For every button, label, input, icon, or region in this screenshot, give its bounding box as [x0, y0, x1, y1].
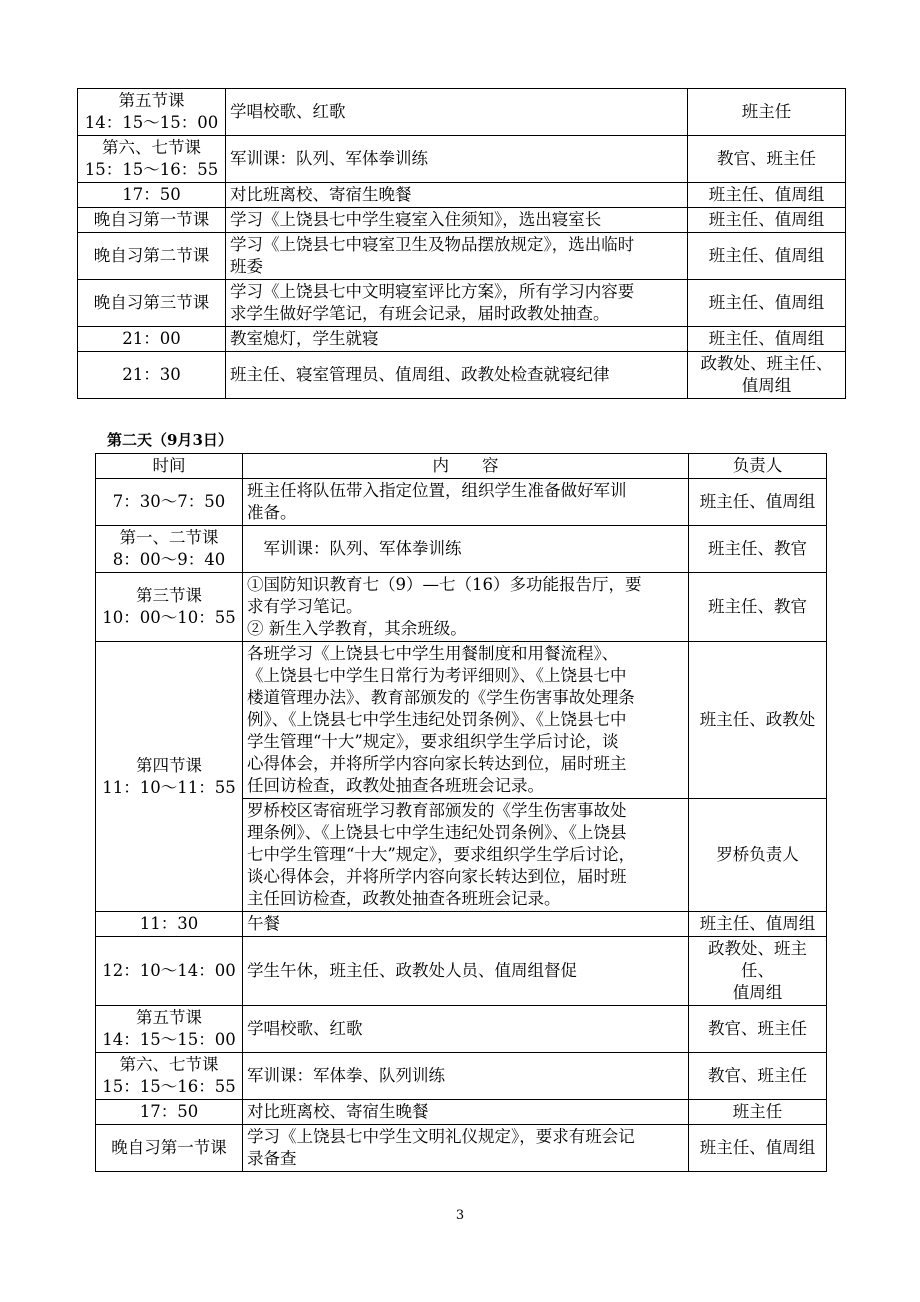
person-cell	[688, 352, 846, 399]
cell-text-line: 罗桥校区寄宿班学习教育部颁发的《学生伤害事故处	[247, 801, 627, 820]
cell-text-line: 班主任、值周组	[708, 293, 825, 312]
cell-text-line: 军训课：队列、军体拳训练	[230, 149, 428, 168]
page-number: 3	[455, 1208, 465, 1223]
content-cell	[243, 479, 689, 526]
cell-text-line: 准备。	[247, 503, 297, 522]
person-cell	[688, 280, 846, 327]
cell-text-line: 班主任、值周组	[708, 329, 825, 348]
time-cell	[78, 89, 226, 136]
cell-text-line: 11：10～11：55	[102, 777, 236, 797]
cell-text-line: 学习《上饶县七中学生文明礼仪规定》，要求有班会记	[247, 1127, 635, 1146]
content-cell	[243, 526, 689, 573]
cell-text-line: 值周组	[741, 376, 792, 395]
table-row	[96, 1125, 827, 1172]
cell-text-line: 教官、班主任	[717, 149, 816, 168]
day2-heading: 第二天（9月3日）	[107, 431, 233, 449]
cell-text-line: 班主任、值周组	[708, 185, 825, 204]
time-cell	[96, 642, 243, 912]
table-row	[96, 912, 827, 937]
time-cell	[78, 327, 226, 352]
cell-text-line: 班主任、值周组	[708, 210, 825, 229]
time-cell	[78, 183, 226, 208]
cell-text-line: 对比班离校、寄宿生晚餐	[230, 185, 412, 204]
person-cell	[689, 1100, 827, 1125]
table-row	[96, 937, 827, 1006]
cell-text-line: 教官、班主任	[708, 1019, 807, 1038]
time-cell	[96, 1125, 243, 1172]
cell-text-line: 午餐	[247, 914, 280, 933]
cell-text-line: 班主任、教官	[708, 597, 807, 616]
cell-text-line: 8：00～9：40	[112, 550, 226, 569]
cell-text-line: 晚自习第一节课	[111, 1138, 227, 1157]
cell-text-line: 谈心得体会，并将所学内容向家长转达到位，届时班	[247, 867, 627, 886]
content-cell	[226, 183, 688, 208]
time-cell	[78, 208, 226, 233]
header-person: 负责人	[689, 454, 827, 479]
cell-text-line: 班主任、值周组	[699, 492, 816, 511]
content-cell	[243, 1125, 689, 1172]
table-row	[96, 1053, 827, 1100]
cell-text-line: 10：00～10：55	[102, 608, 236, 627]
person-cell	[688, 208, 846, 233]
content-cell	[243, 1053, 689, 1100]
content-cell	[226, 280, 688, 327]
cell-text-line: 21：00	[122, 329, 181, 348]
cell-text-line: 军训课：军体拳、队列训练	[247, 1066, 445, 1085]
cell-text-line: 学生管理“十大”规定》，要求组织学生学后讨论，谈	[247, 732, 619, 751]
table-row	[78, 233, 846, 280]
cell-text-line: 班主任将队伍带入指定位置，组织学生准备做好军训	[247, 481, 627, 500]
person-cell	[689, 1125, 827, 1172]
cell-text-line: ①国防知识教育七（9）—七（16）多功能报告厅，要	[247, 575, 642, 594]
cell-text-line: ② 新生入学教育，其余班级。	[247, 619, 467, 638]
time-cell	[96, 912, 243, 937]
content-cell	[226, 327, 688, 352]
person-cell	[689, 573, 827, 642]
time-cell	[96, 1053, 243, 1100]
cell-text-line: 14：15～15：00	[102, 1030, 236, 1049]
cell-text-line: 21：30	[122, 365, 181, 384]
time-cell	[96, 526, 243, 573]
person-cell	[689, 1053, 827, 1100]
cell-text-line: 心得体会，并将所学内容向家长转达到位，届时班主	[247, 754, 627, 773]
content-cell	[226, 89, 688, 136]
cell-text-line: 班主任、值周组	[699, 1138, 816, 1157]
cell-text-line: 学习《上饶县七中寝室卫生及物品摆放规定》，选出临时	[230, 235, 635, 254]
time-cell	[78, 280, 226, 327]
table-row	[78, 89, 846, 136]
cell-text-line: 班主任、值周组	[708, 246, 825, 265]
table-row	[78, 208, 846, 233]
cell-text-line: 第五节课	[136, 1008, 202, 1027]
cell-text-line: 第一、二节课	[119, 528, 219, 547]
cell-text-line: 各班学习《上饶县七中学生用餐制度和用餐流程》、	[247, 644, 619, 663]
cell-text-line: 求有学习笔记。	[247, 597, 363, 616]
cell-text-line: 14：15～15：00	[84, 113, 219, 132]
table-row	[78, 327, 846, 352]
cell-text-line: 理条例》、《上饶县七中学生违纪处罚条例》、《上饶县	[247, 823, 627, 842]
cell-text-line: 罗桥负责人	[716, 845, 799, 864]
header-time: 时间	[96, 454, 243, 479]
schedule-table-day2	[95, 453, 827, 1172]
cell-text-line: 求学生做好学笔记，有班会记录，届时政教处抽查。	[230, 304, 610, 323]
table-row	[96, 1100, 827, 1125]
cell-text-line: 值周组	[732, 983, 783, 1002]
cell-text-line: 楼道管理办法》、教育部颁发的《学生伤害事故处理条	[247, 688, 635, 707]
time-cell	[96, 1100, 243, 1125]
person-cell	[689, 912, 827, 937]
person-cell	[689, 642, 827, 799]
time-cell	[78, 136, 226, 183]
schedule-table-day2-body	[96, 479, 827, 1172]
person-cell	[688, 136, 846, 183]
cell-text-line: 政教处、班主任、	[700, 354, 833, 373]
cell-text-line: 15：15～16：55	[84, 160, 219, 179]
content-cell	[226, 233, 688, 280]
content-cell	[243, 1006, 689, 1053]
cell-text-line: 学习《上饶县七中文明寝室评比方案》，所有学习内容要	[230, 282, 635, 301]
cell-text-line: 班主任、寝室管理员、值周组、政教处检查就寝纪律	[230, 365, 610, 384]
schedule-table-day1	[77, 88, 846, 399]
table-row	[78, 183, 846, 208]
cell-text-line: 学生午休，班主任、政教处人员、值周组督促	[247, 961, 577, 980]
cell-text-line: 晚自习第二节课	[93, 246, 210, 265]
cell-text-line: 班主任、政教处	[699, 710, 816, 729]
table-row	[96, 642, 827, 799]
table-row	[78, 352, 846, 399]
cell-text-line: 班委	[230, 257, 263, 276]
time-cell	[96, 937, 243, 1006]
table-row	[96, 526, 827, 573]
cell-text-line: 第四节课	[136, 755, 202, 775]
table-row	[96, 573, 827, 642]
person-cell	[688, 183, 846, 208]
cell-text-line: 17：50	[122, 185, 181, 204]
cell-text-line: 班主任、教官	[708, 539, 807, 558]
cell-text-line: 《上饶县七中学生日常行为考评细则》、《上饶县七中	[247, 666, 627, 685]
cell-text-line: 第三节课	[136, 586, 202, 605]
cell-text-line: 军训课：队列、军体拳训练	[247, 539, 462, 558]
cell-text-line: 晚自习第三节课	[93, 293, 210, 312]
cell-text-line: 班主任	[732, 1102, 783, 1121]
time-cell	[96, 479, 243, 526]
time-cell	[96, 1006, 243, 1053]
person-cell	[689, 526, 827, 573]
content-cell	[243, 912, 689, 937]
person-cell	[688, 233, 846, 280]
content-cell	[243, 573, 689, 642]
content-cell	[226, 208, 688, 233]
time-cell	[96, 573, 243, 642]
cell-text-line: 晚自习第一节课	[93, 210, 210, 229]
cell-text-line: 教官、班主任	[708, 1066, 807, 1085]
cell-text-line: 班主任、值周组	[699, 914, 816, 933]
person-cell	[688, 89, 846, 136]
cell-text-line: 第六、七节课	[119, 1055, 219, 1074]
cell-text-line: 15：15～16：55	[102, 1077, 236, 1096]
cell-text-line: 政教处、班主任、	[708, 939, 807, 980]
content-cell	[243, 642, 689, 799]
time-cell	[78, 352, 226, 399]
content-cell	[226, 352, 688, 399]
table-row	[96, 479, 827, 526]
table-row	[78, 136, 846, 183]
cell-text-line: 第六、七节课	[102, 138, 201, 157]
cell-text-line: 班主任	[741, 102, 792, 121]
cell-text-line: 学唱校歌、红歌	[247, 1019, 363, 1038]
cell-text-line: 对比班离校、寄宿生晚餐	[247, 1102, 429, 1121]
cell-text-line: 录备查	[247, 1149, 297, 1168]
cell-text-line: 任回访检查，政教处抽查各班班会记录。	[247, 776, 544, 795]
cell-text-line: 学唱校歌、红歌	[230, 102, 346, 121]
cell-text-line: 学习《上饶县七中学生寝室入住须知》，选出寝室长	[230, 210, 602, 229]
person-cell	[689, 799, 827, 912]
header-content: 内 容	[243, 454, 689, 479]
person-cell	[689, 937, 827, 1006]
schedule-table-day1-body	[78, 89, 846, 399]
table-row	[96, 1006, 827, 1053]
cell-text-line: 17：50	[139, 1102, 199, 1121]
content-cell	[243, 1100, 689, 1125]
content-cell	[226, 136, 688, 183]
cell-text-line: 12：10～14：00	[102, 961, 236, 980]
person-cell	[688, 327, 846, 352]
cell-text-line: 教室熄灯，学生就寝	[230, 329, 379, 348]
cell-text-line: 11：30	[139, 914, 199, 933]
table-header-row	[96, 454, 827, 479]
time-cell	[78, 233, 226, 280]
content-cell	[243, 937, 689, 1006]
content-cell	[243, 799, 689, 912]
person-cell	[689, 1006, 827, 1053]
cell-text-line: 主任回访检查，政教处抽查各班班会记录。	[247, 889, 561, 908]
cell-text-line: 例》、《上饶县七中学生违纪处罚条例》、《上饶县七中	[247, 710, 627, 729]
cell-text-line: 7：30～7：50	[112, 492, 226, 511]
table-row	[78, 280, 846, 327]
cell-text-line: 七中学生管理“十大”规定》，要求组织学生学后讨论，	[247, 845, 636, 864]
cell-text-line: 第五节课	[118, 91, 185, 110]
person-cell	[689, 479, 827, 526]
